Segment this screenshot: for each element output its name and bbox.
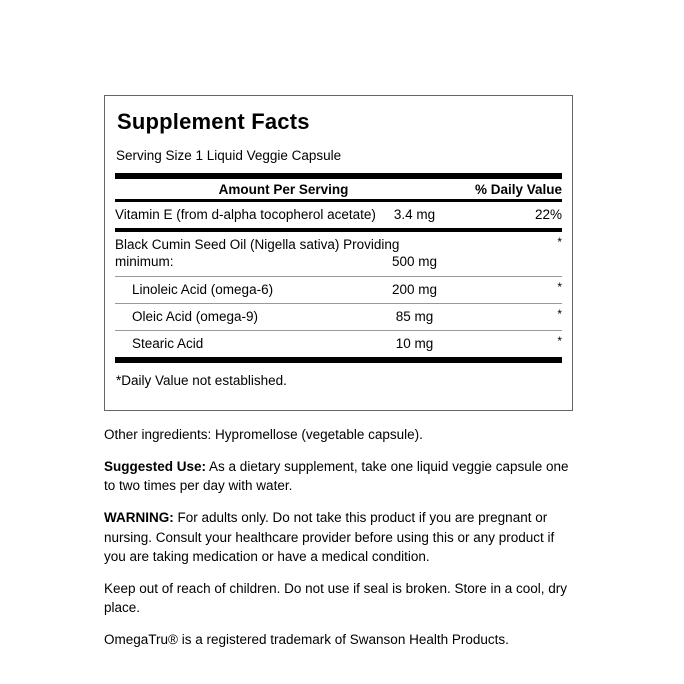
warning-paragraph: [104, 508, 574, 565]
nutrient-name: Black Cumin Seed Oil (Nigella sativa) Providing minimum:: [115, 237, 400, 270]
warning-text: For adults only. Do not take this product if you are pregnant or nursing. Consult your healthcare provider before using this or any product if you are taking medication or have a medical condition.: [104, 510, 555, 564]
warning-label: WARNING:: [104, 510, 174, 526]
amount-per-serving-header: Amount Per Serving: [218, 181, 349, 197]
other-ingredients-text: Other ingredients: Hypromellose (vegetable capsule).: [104, 426, 423, 442]
nutrient-row-black-cumin-seed-oil: [115, 232, 562, 277]
divider-thick-bottom: [115, 357, 562, 363]
suggested-use-paragraph: [104, 457, 574, 495]
nutrient-amount: 3.4 mg: [393, 206, 436, 222]
table-header-row: [115, 179, 562, 202]
trademark-text: OmegaTru® is a registered trademark of Swanson Health Products.: [104, 632, 509, 648]
storage-text: Keep out of reach of children. Do not use if seal is broken. Store in a cool, dry place.: [104, 580, 568, 615]
nutrient-daily-value: *: [557, 334, 562, 349]
nutrient-name: Linoleic Acid (omega-6): [132, 281, 274, 297]
label-content: [104, 95, 574, 662]
nutrient-daily-value: 22%: [534, 206, 562, 222]
nutrient-amount: 200 mg: [391, 281, 437, 297]
serving-size: Serving Size 1 Liquid Veggie Capsule: [116, 148, 342, 164]
label-details: [104, 425, 574, 649]
daily-value-footnote: *Daily Value not established.: [116, 373, 287, 389]
nutrient-row-vitamin-e: [115, 202, 562, 232]
nutrient-row-stearic-acid: [115, 331, 562, 357]
nutrient-amount: 10 mg: [395, 336, 434, 352]
suggested-use-text: As a dietary supplement, take one liquid veggie capsule one to two times per day with water.: [104, 459, 569, 494]
nutrient-row-oleic-acid: [115, 304, 562, 331]
nutrient-daily-value: *: [557, 306, 562, 321]
nutrient-amount: 85 mg: [395, 308, 434, 324]
nutrient-row-linoleic-acid: [115, 277, 562, 304]
nutrient-daily-value: *: [557, 235, 562, 249]
nutrient-name: Oleic Acid (omega-9): [132, 308, 259, 324]
supplement-facts-panel: [104, 95, 573, 411]
suggested-use-label: Suggested Use:: [104, 459, 207, 475]
daily-value-header: % Daily Value: [474, 181, 562, 197]
nutrient-amount: 500 mg: [391, 254, 437, 270]
nutrient-daily-value: *: [557, 279, 562, 294]
nutrient-name: Stearic Acid: [132, 336, 204, 352]
nutrient-name: Vitamin E (from d-alpha tocopherol acetate): [115, 206, 376, 222]
panel-title: Supplement Facts: [117, 109, 310, 134]
